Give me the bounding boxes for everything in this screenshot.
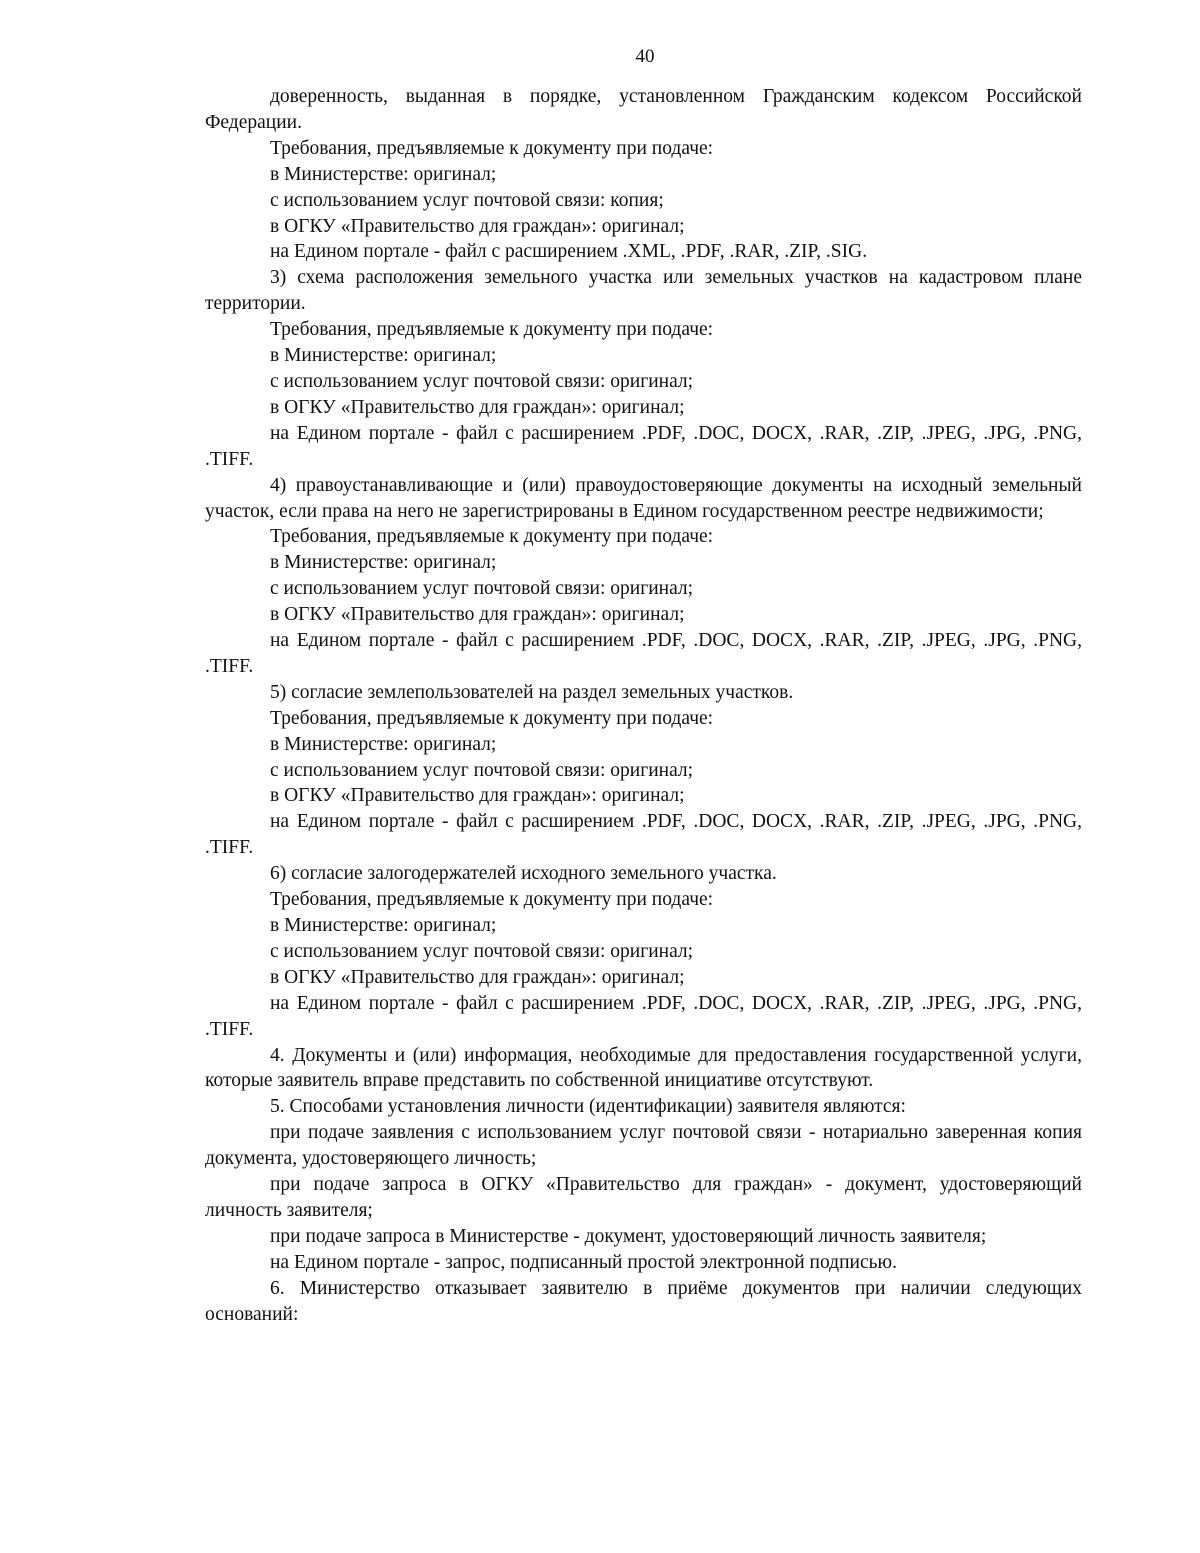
paragraph-section-4-documents: 4. Документы и (или) информация, необходимые для предоставления государственной услуги, которые заявитель вправе представить по собственной инициативе отсутствуют. bbox=[205, 1044, 1082, 1092]
paragraph-ministry-original: в Министерстве: оригинал; bbox=[270, 552, 497, 574]
paragraph-ogku-original: в ОГКУ «Правительство для граждан»: оригинал; bbox=[270, 396, 685, 418]
paragraph-requirements-heading: Требования, предъявляемые к документу при подаче: bbox=[270, 707, 714, 729]
paragraph-item-6-pledgees-consent: 6) согласие залогодержателей исходного земельного участка. bbox=[270, 863, 777, 885]
paragraph-requirements-heading: Требования, предъявляемые к документу при подаче: bbox=[270, 319, 714, 341]
paragraph-portal-file-format: на Едином портале - файл с расширением .XML, .PDF, .RAR, .ZIP, .SIG. bbox=[270, 241, 868, 263]
paragraph-item-3-scheme: 3) схема расположения земельного участка или земельных участков на кадастровом плане территории. bbox=[205, 267, 1082, 315]
paragraph-ogku-original: в ОГКУ «Правительство для граждан»: оригинал; bbox=[270, 966, 685, 988]
paragraph-item-4-title-documents: 4) правоустанавливающие и (или) правоудостоверяющие документы на исходный земельный участок, если права на него не зарегистрированы в Едином государственном реестре недвижимости; bbox=[205, 474, 1082, 522]
paragraph-portal-file-format: на Едином портале - файл с расширением .PDF, .DOC, DOCX, .RAR, .ZIP, .JPEG, .JPG, .PNG, .TIFF. bbox=[205, 630, 1082, 677]
paragraph-ministry-original: в Министерстве: оригинал; bbox=[270, 733, 497, 755]
paragraph-id-ogku: при подаче запроса в ОГКУ «Правительство для граждан» - документ, удостоверяющий личность заявителя; bbox=[205, 1174, 1082, 1221]
paragraph-section-5-identification: 5. Способами установления личности (идентификации) заявителя являются: bbox=[270, 1096, 906, 1118]
paragraph-ogku-original: в ОГКУ «Правительство для граждан»: оригинал; bbox=[270, 604, 685, 626]
paragraph-postal-copy: с использованием услуг почтовой связи: копия; bbox=[270, 189, 664, 211]
paragraph-item-5-land-users-consent: 5) согласие землепользователей на раздел земельных участков. bbox=[270, 681, 794, 703]
paragraph-id-postal: при подаче заявления с использованием услуг почтовой связи - нотариально заверенная копия документа, удостоверяющего личность; bbox=[205, 1122, 1082, 1170]
paragraph-postal-original: с использованием услуг почтовой связи: оригинал; bbox=[270, 940, 694, 962]
paragraph-postal-original: с использованием услуг почтовой связи: оригинал; bbox=[270, 759, 694, 781]
paragraph-portal-file-format: на Едином портале - файл с расширением .PDF, .DOC, DOCX, .RAR, .ZIP, .JPEG, .JPG, .PNG, .TIFF. bbox=[205, 811, 1082, 859]
paragraph-portal-file-format: на Едином портале - файл с расширением .PDF, .DOC, DOCX, .RAR, .ZIP, .JPEG, .JPG, .PNG, .TIFF. bbox=[205, 422, 1082, 470]
paragraph-ogku-original: в ОГКУ «Правительство для граждан»: оригинал; bbox=[270, 785, 685, 807]
paragraph-portal-file-format: на Едином портале - файл с расширением .PDF, .DOC, DOCX, .RAR, .ZIP, .JPEG, .JPG, .PNG, .TIFF. bbox=[205, 992, 1082, 1040]
paragraph-requirements-heading: Требования, предъявляемые к документу при подаче: bbox=[270, 526, 714, 548]
document-body bbox=[205, 84, 1082, 1328]
paragraph-ministry-original: в Министерстве: оригинал; bbox=[270, 345, 497, 367]
paragraph-requirements-heading: Требования, предъявляемые к документу при подаче: bbox=[270, 889, 714, 911]
paragraph-postal-original: с использованием услуг почтовой связи: оригинал; bbox=[270, 578, 694, 600]
paragraph-section-6-refusal: 6. Министерство отказывает заявителю в приёме документов при наличии следующих оснований: bbox=[205, 1277, 1082, 1325]
paragraph-postal-original: с использованием услуг почтовой связи: оригинал; bbox=[270, 370, 694, 392]
paragraph-ministry-original: в Министерстве: оригинал; bbox=[270, 163, 497, 185]
paragraph-ministry-original: в Министерстве: оригинал; bbox=[270, 915, 497, 936]
paragraph-requirements-heading: Требования, предъявляемые к документу при подаче: bbox=[270, 137, 714, 159]
paragraph-power-of-attorney: доверенность, выданная в порядке, установленном Гражданским кодексом Российской Федерации. bbox=[205, 86, 1082, 133]
page-number: 40 bbox=[635, 46, 655, 67]
paragraph-ogku-original: в ОГКУ «Правительство для граждан»: оригинал; bbox=[270, 215, 685, 237]
paragraph-id-portal: на Едином портале - запрос, подписанный простой электронной подписью. bbox=[270, 1251, 897, 1273]
paragraph-id-ministry: при подаче запроса в Министерстве - документ, удостоверяющий личность заявителя; bbox=[270, 1225, 987, 1247]
